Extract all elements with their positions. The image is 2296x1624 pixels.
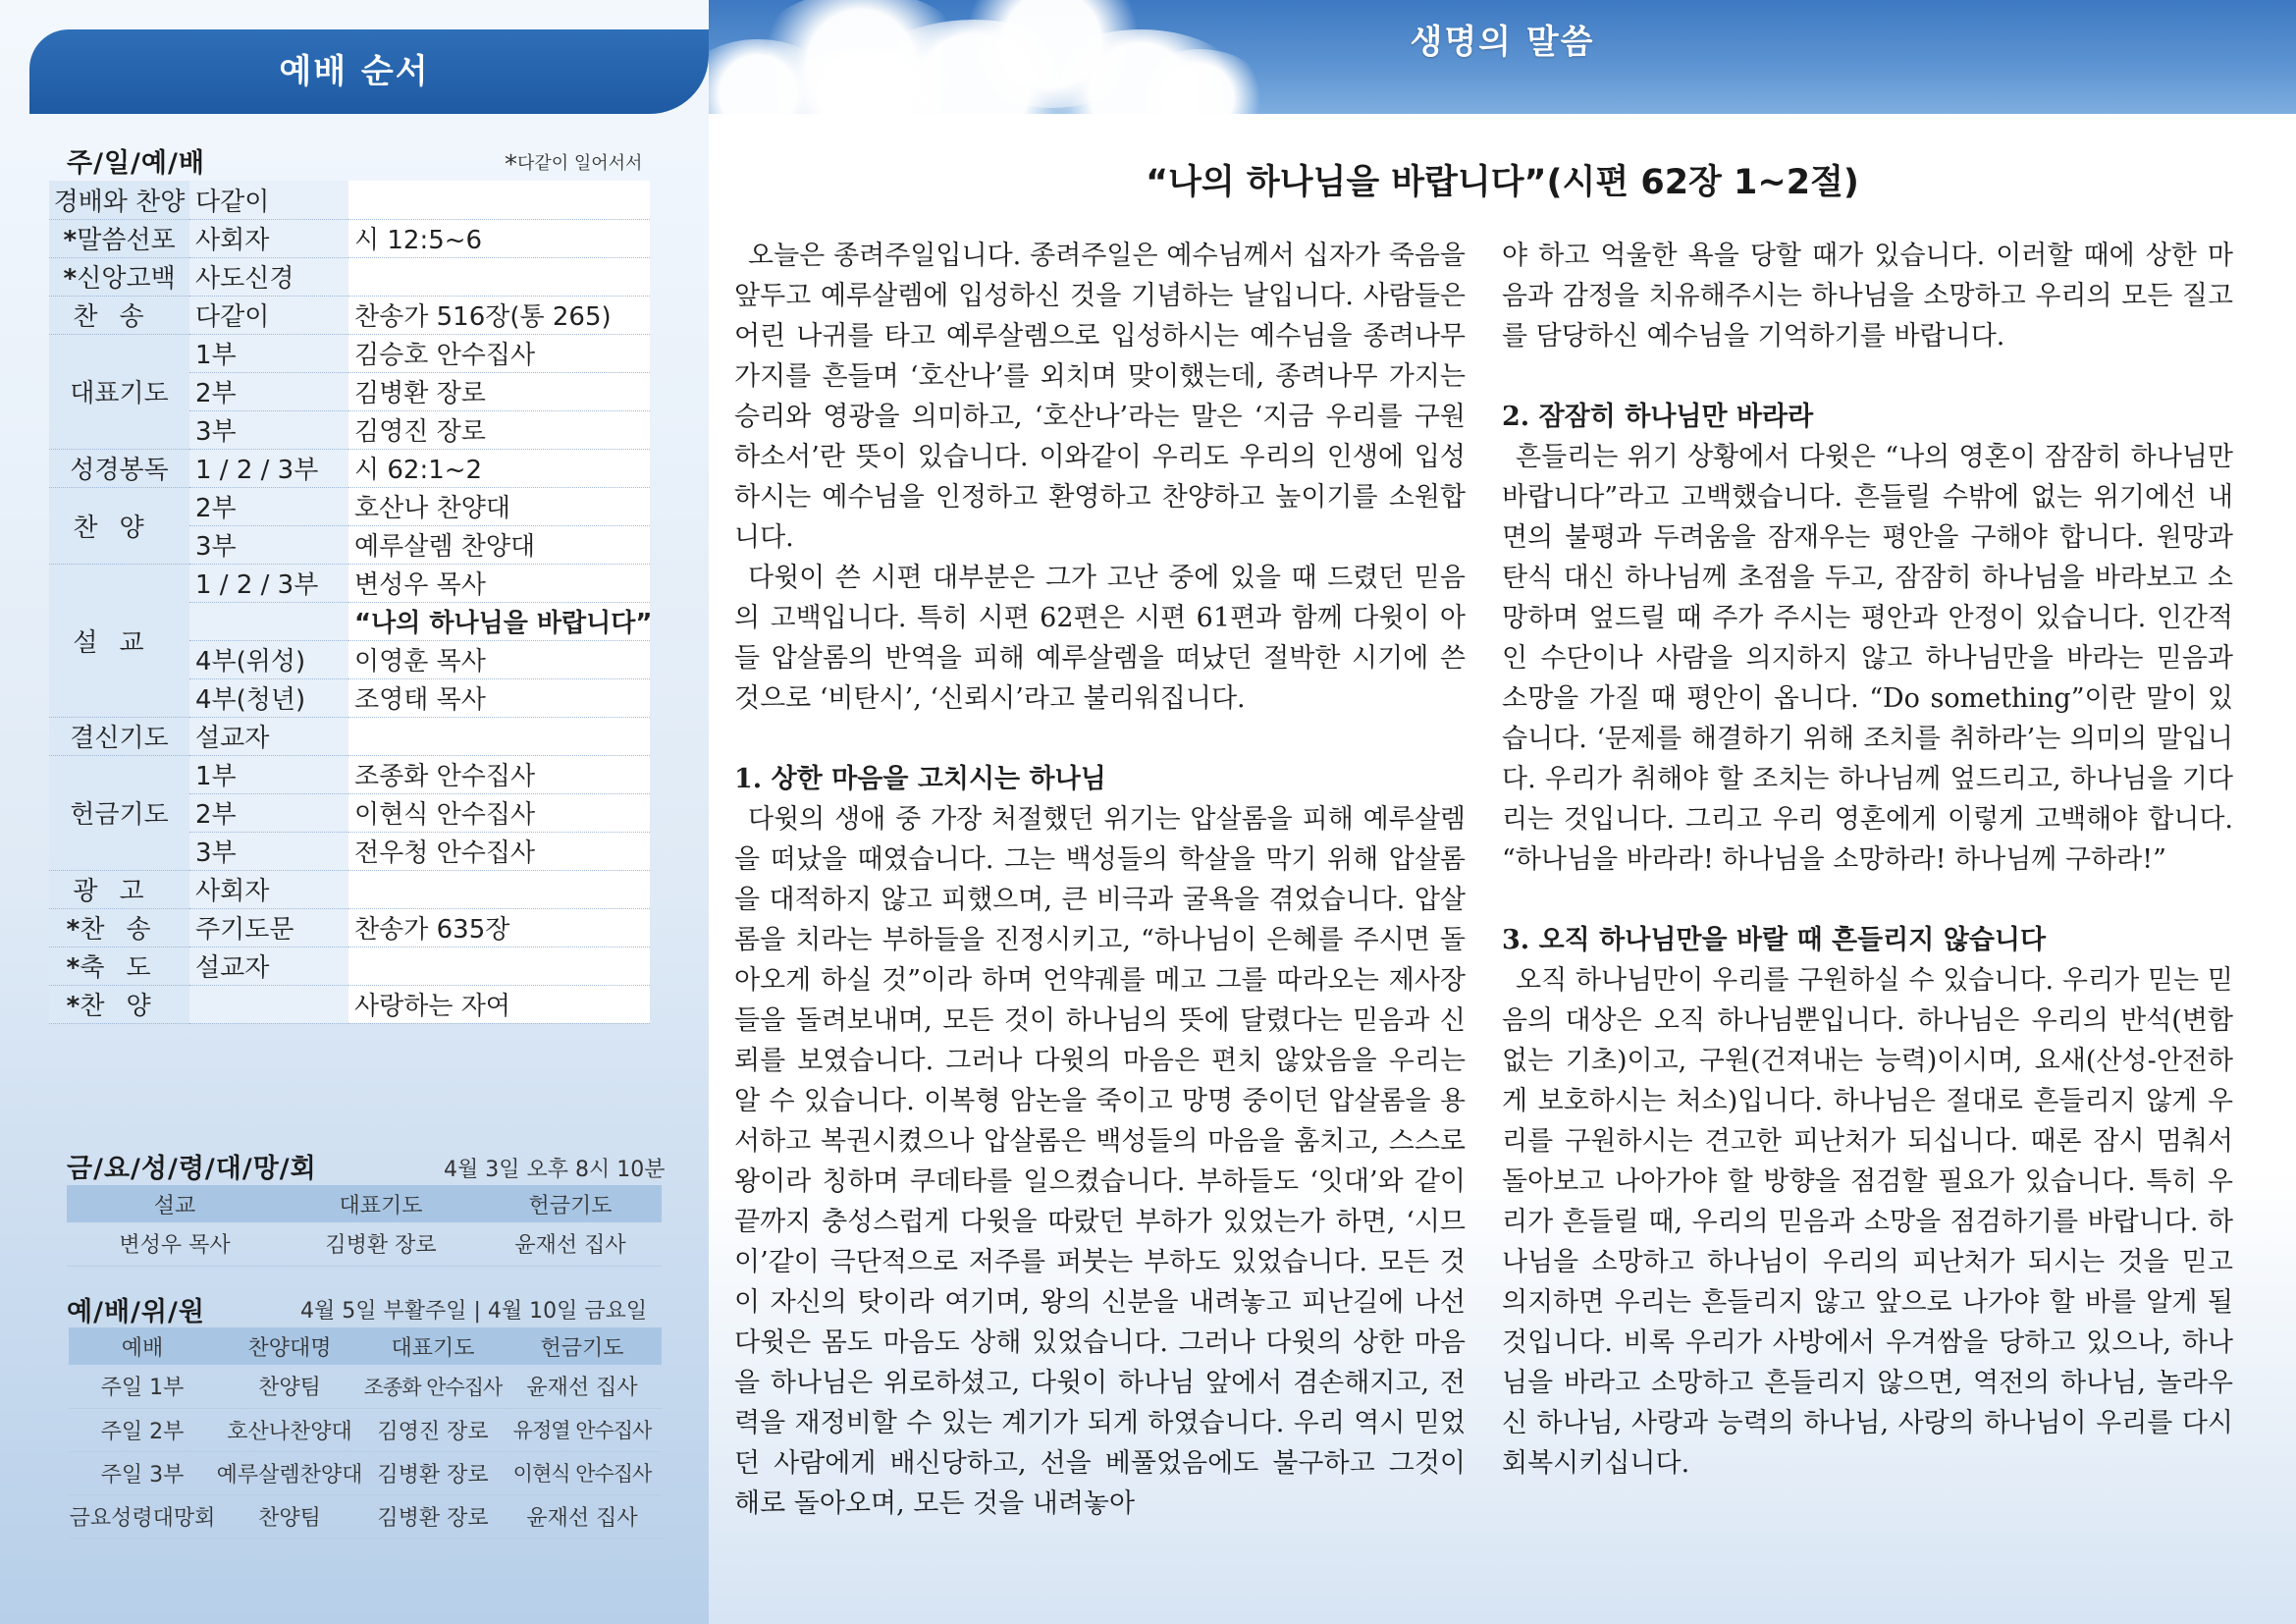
- worship-order-panel: [0, 0, 709, 1624]
- service-item-label: 대표기도: [70, 379, 169, 408]
- paragraph: 다윗의 생애 중 가장 처절했던 위기는 압살롬을 피해 예루살렘을 떠났을 때였습니다. 그는 백성들의 학살을 막기 위해 압살롬을 대적하지 않고 피했으며, 큰 비극과 굴욕을 겪었습니다. 압살롬을 치라는 부하들을 진정시키고, “하나님이 은혜를 주시면 돌아오게 하실 것”이라 하며 언약궤를 메고 그를 따라오는 제사장들을 돌려보내며, 모든 것이 하나님의 뜻에 달렸다는 믿음과 신뢰를 보였습니다. 그러나 다윗의 마음은 편치 않았음을 우리는 알 수 있습니다. 이복형 암논을 죽이고 망명 중이던 압살롬을 용서하고 복권시켰으나 압살롬은 백성들의 마음을 훔치고, 스스로 왕이라 칭하며 쿠데타를 일으켰습니다. 부하들도 ‘잇대’와 같이 끝까지 충성스럽게 다윗을 따랐던 부하가 있었는가 하면, ‘시므이’같이 극단적으로 저주를 퍼붓는 부하도 있었습니다. 모든 것이 자신의 탓이라 여기며, 왕의 신분을 내려놓고 피난길에 나선 다윗은 몸도 마음도 상해 있었습니다. 그러나 다윗의 상한 마음을 하나님은 위로하셨고, 다윗이 하나님 앞에서 겸손해지고, 전력을 재정비할 수 있는 계기가 되게 하였습니다. 우리 역시 믿었던 사람에게 배신당하고, 선을 베풀었음에도 불구하고 그것이 해로 돌아오며, 모든 것을 내려놓아: [734, 804, 1466, 1519]
- service-content: 예루살렘 찬양대: [348, 525, 650, 564]
- column-header: 찬양대명: [216, 1327, 363, 1365]
- service-content: [348, 947, 650, 985]
- service-leader: 다같이: [189, 181, 348, 219]
- service-item: [49, 564, 189, 717]
- table-cell: 변성우 목사: [67, 1222, 283, 1266]
- service-content: 이영훈 목사: [348, 640, 650, 678]
- service-content: 찬송가 516장(통 265): [348, 296, 650, 334]
- service-content: 호산나 찬양대: [348, 487, 650, 525]
- service-item-label: 찬양: [73, 513, 166, 543]
- sermon-column-right: [1502, 236, 2233, 1484]
- service-item: [49, 257, 189, 296]
- table-cell: 주일 1부: [69, 1365, 216, 1408]
- table-row: [69, 1451, 662, 1494]
- table-cell: 주일 2부: [69, 1408, 216, 1451]
- word-of-life-panel: [709, 0, 2296, 1624]
- table-cell: 윤재선 집사: [503, 1365, 662, 1408]
- standing-star: *: [63, 264, 78, 294]
- service-item: [49, 717, 189, 755]
- service-item: [49, 181, 189, 219]
- service-leader: 3부: [189, 832, 348, 870]
- table-row: [49, 334, 650, 372]
- table-cell: 주일 3부: [69, 1451, 216, 1494]
- service-content: 변성우 목사: [348, 564, 650, 602]
- table-row: [49, 257, 650, 296]
- service-leader: 다같이: [189, 296, 348, 334]
- service-item-label: 광고: [73, 877, 166, 906]
- service-item: [49, 908, 189, 947]
- paragraph: 다윗이 쓴 시편 대부분은 그가 고난 중에 있을 때 드렸던 믿음의 고백입니다. 특히 시편 62편은 시편 61편과 함께 다윗이 아들 압살롬의 반역을 피해 예루살렘을 떠났던 절박한 시기에 쓴 것으로 ‘비탄시’, ‘신뢰시’라고 불리워집니다.: [734, 563, 1466, 714]
- service-leader: 설교자: [189, 717, 348, 755]
- service-item: [49, 947, 189, 985]
- column-header: 헌금기도: [503, 1327, 662, 1365]
- service-content: 전우청 안수집사: [348, 832, 650, 870]
- sermon-title: “나의 하나님을 바랍니다”(시편 62장 1~2절): [1146, 163, 1859, 202]
- service-item-label: 말씀선포: [77, 226, 176, 255]
- table-row: [49, 181, 650, 219]
- standing-note: [505, 149, 642, 180]
- service-content: 조영태 목사: [348, 678, 650, 717]
- service-item: [49, 487, 189, 564]
- service-leader: 4부(위성): [189, 640, 348, 678]
- service-content: 시 12:5~6: [348, 219, 650, 257]
- worship-committee-table: [69, 1327, 662, 1539]
- service-item: [49, 334, 189, 449]
- table-cell: 김병환 장로: [283, 1222, 479, 1266]
- table-cell: 찬양팀: [216, 1365, 363, 1408]
- table-row: [69, 1365, 662, 1408]
- paragraph: 야 하고 억울한 욕을 당할 때가 있습니다. 이러할 때에 상한 마음과 감정을 치유해주시는 하나님을 소망하고 우리의 모든 질고를 담당하신 예수님을 기억하기를 바랍니다.: [1502, 241, 2233, 352]
- column-header: 대표기도: [363, 1327, 503, 1365]
- table-cell: 찬양팀: [216, 1494, 363, 1538]
- friday-service-heading: 금/요/성/령/대/망/회: [67, 1154, 317, 1184]
- table-cell: 유정열 안수집사: [503, 1408, 662, 1451]
- table-row: [69, 1494, 662, 1538]
- service-leader: 4부(청년): [189, 678, 348, 717]
- table-row: [49, 717, 650, 755]
- service-item: [49, 985, 189, 1023]
- table-cell: 김병환 장로: [363, 1494, 503, 1538]
- standing-star: *: [66, 953, 80, 983]
- service-item-label: 찬송: [80, 915, 173, 945]
- sermon-subheading: 2. 잠잠히 하나님만 바라라: [1502, 402, 1814, 432]
- star-mark: *: [505, 150, 517, 180]
- table-cell: 윤재선 집사: [503, 1494, 662, 1538]
- service-leader: [189, 985, 348, 1023]
- service-content: 조종화 안수집사: [348, 755, 650, 793]
- worship-order-table: [49, 181, 653, 1024]
- word-of-life-title: 생명의 말씀: [1410, 23, 1595, 62]
- service-leader: 3부: [189, 525, 348, 564]
- service-leader: 1 / 2 / 3부: [189, 564, 348, 602]
- standing-star: *: [66, 992, 80, 1021]
- standing-star: *: [66, 915, 80, 945]
- service-item-label: 찬송: [73, 302, 166, 332]
- sermon-column-left: [734, 236, 1466, 1524]
- sunday-worship-heading: 주/일/예/배: [67, 148, 205, 179]
- service-item-label: 결신기도: [70, 724, 169, 753]
- sermon-subheading: 3. 오직 하나님만을 바랄 때 흔들리지 않습니다: [1502, 925, 2047, 955]
- table-row: [49, 947, 650, 985]
- service-leader: 2부: [189, 372, 348, 410]
- table-row: [49, 985, 650, 1023]
- table-row: [49, 487, 650, 525]
- service-leader: 주기도문: [189, 908, 348, 947]
- service-content: [348, 257, 650, 296]
- service-item-label: 성경봉독: [70, 456, 169, 485]
- service-item: [49, 755, 189, 870]
- service-content: 김영진 장로: [348, 410, 650, 449]
- table-row: [49, 870, 650, 908]
- service-content: “나의 하나님을 바랍니다”: [348, 602, 650, 640]
- service-item-label: 축도: [80, 953, 173, 983]
- service-content: 이현식 안수집사: [348, 793, 650, 832]
- service-content: 사랑하는 자여: [348, 985, 650, 1023]
- service-leader: 1부: [189, 334, 348, 372]
- column-header: 헌금기도: [479, 1185, 662, 1222]
- service-leader: 1 / 2 / 3부: [189, 449, 348, 487]
- service-leader: 1부: [189, 755, 348, 793]
- table-row: [49, 219, 650, 257]
- service-content: 김승호 안수집사: [348, 334, 650, 372]
- service-item-label: 신앙고백: [77, 264, 176, 294]
- table-cell: 금요성령대망회: [69, 1494, 216, 1538]
- service-item-label: 찬양: [80, 992, 173, 1021]
- service-item: [49, 296, 189, 334]
- service-item-label: 경배와 찬양: [53, 187, 186, 217]
- service-leader: 사도신경: [189, 257, 348, 296]
- service-item-label: 헌금기도: [70, 800, 169, 830]
- worship-committee-heading: 예/배/위/원: [67, 1297, 205, 1327]
- service-leader: 사회자: [189, 870, 348, 908]
- paragraph: 오늘은 종려주일입니다. 종려주일은 예수님께서 십자가 죽음을 앞두고 예루살렘에 입성하신 것을 기념하는 날입니다. 사람들은 어린 나귀를 타고 예루살렘으로 입성하시는 예수님을 종려나무 가지를 흔들며 ‘호산나’를 외치며 맞이했는데, 종려나무 가지는 승리와 영광을 의미하고, ‘호산나’라는 말은 ‘지금 우리를 구원하소서’란 뜻이 있습니다. 이와같이 우리도 우리의 인생에 입성하시는 예수님을 인정하고 환영하고 찬양하고 높이기를 소원합니다.: [734, 241, 1466, 553]
- table-cell: 김영진 장로: [363, 1408, 503, 1451]
- service-leader: 3부: [189, 410, 348, 449]
- service-content: 시 62:1~2: [348, 449, 650, 487]
- table-row: [49, 908, 650, 947]
- sky-banner: [709, 0, 2296, 114]
- sermon-subheading: 1. 상한 마음을 고치시는 하나님: [734, 764, 1106, 794]
- friday-service-table: [67, 1185, 662, 1267]
- table-cell: 윤재선 집사: [479, 1222, 662, 1266]
- column-header: 설교: [67, 1185, 283, 1222]
- service-item: [49, 449, 189, 487]
- service-leader: 2부: [189, 793, 348, 832]
- service-item: [49, 870, 189, 908]
- service-content: [348, 717, 650, 755]
- table-cell: 이현식 안수집사: [503, 1451, 662, 1494]
- table-cell: 호산나찬양대: [216, 1408, 363, 1451]
- service-leader: 사회자: [189, 219, 348, 257]
- service-item-label: 설교: [73, 627, 166, 658]
- standing-star: *: [63, 226, 78, 255]
- column-header: 대표기도: [283, 1185, 479, 1222]
- service-content: 찬송가 635장: [348, 908, 650, 947]
- service-content: [348, 181, 650, 219]
- worship-order-header: [29, 29, 709, 114]
- paragraph: 오직 하나님만이 우리를 구원하실 수 있습니다. 우리가 믿는 믿음의 대상은 오직 하나님뿐입니다. 하나님은 우리의 반석(변함없는 기초)이고, 구원(건져내는 능력)이시며, 요새(산성-안전하게 보호하시는 처소)입니다. 하나님은 절대로 흔들리지 않게 우리를 구원하시는 견고한 피난처가 되십니다. 때론 잠시 멈춰서 돌아보고 나아가야 할 방향을 점검할 필요가 있습니다. 특히 우리가 흔들릴 때, 우리의 믿음과 소망을 점검하기를 바랍니다. 하나님을 소망하고 하나님이 우리의 피난처가 되시는 것을 믿고 의지하면 우리는 흔들리지 않고 앞으로 나가야 할 바를 알게 될 것입니다. 비록 우리가 사방에서 우겨쌈을 당하고 있으나, 하나님을 바라고 소망하고 흔들리지 않으면, 역전의 하나님, 놀라우신 하나님, 사랑과 능력의 하나님, 사랑의 하나님이 우리를 다시 회복시키십니다.: [1502, 965, 2233, 1479]
- service-leader: 설교자: [189, 947, 348, 985]
- table-row: [67, 1222, 662, 1266]
- table-cell: 예루살렘찬양대: [216, 1451, 363, 1494]
- paragraph: 흔들리는 위기 상황에서 다윗은 “나의 영혼이 잠잠히 하나님만 바랍니다”라고 고백했습니다. 흔들릴 수밖에 없는 위기에선 내면의 불평과 두려움을 잠재우는 평안을 구해야 합니다. 원망과 탄식 대신 하나님께 초점을 두고, 잠잠히 하나님을 바라보고 소망하며 엎드릴 때 주가 주시는 평안과 안정이 있습니다. 인간적인 수단이나 사람을 의지하지 않고 하나님만을 바라는 믿음과 소망을 가질 때 평안이 옵니다. “Do something”이란 말이 있습니다. ‘문제를 해결하기 위해 조치를 취하라’는 의미의 말입니다. 우리가 취해야 할 조치는 하나님께 엎드리고, 하나님을 기다리는 것입니다. 그리고 우리 영혼에게 이렇게 고백해야 합니다. “하나님을 바라라! 하나님을 소망하라! 하나님께 구하라!”: [1502, 442, 2233, 875]
- worship-order-title: 예배 순서: [279, 52, 430, 91]
- table-row: [69, 1408, 662, 1451]
- standing-note-text: 다같이 일어서서: [517, 153, 643, 174]
- table-row: [49, 449, 650, 487]
- column-header: 예배: [69, 1327, 216, 1365]
- table-row: [49, 564, 650, 602]
- table-row: [49, 296, 650, 334]
- service-item: [49, 219, 189, 257]
- friday-service-time: 4월 3일 오후 8시 10분: [444, 1158, 666, 1182]
- service-content: 김병환 장로: [348, 372, 650, 410]
- worship-committee-dates: 4월 5일 부활주일 | 4월 10일 금요일: [300, 1299, 648, 1324]
- service-content: [348, 870, 650, 908]
- table-cell: 김병환 장로: [363, 1451, 503, 1494]
- service-leader: [189, 602, 348, 640]
- table-cell: 조종화 안수집사: [363, 1365, 503, 1408]
- table-row: [49, 755, 650, 793]
- service-leader: 2부: [189, 487, 348, 525]
